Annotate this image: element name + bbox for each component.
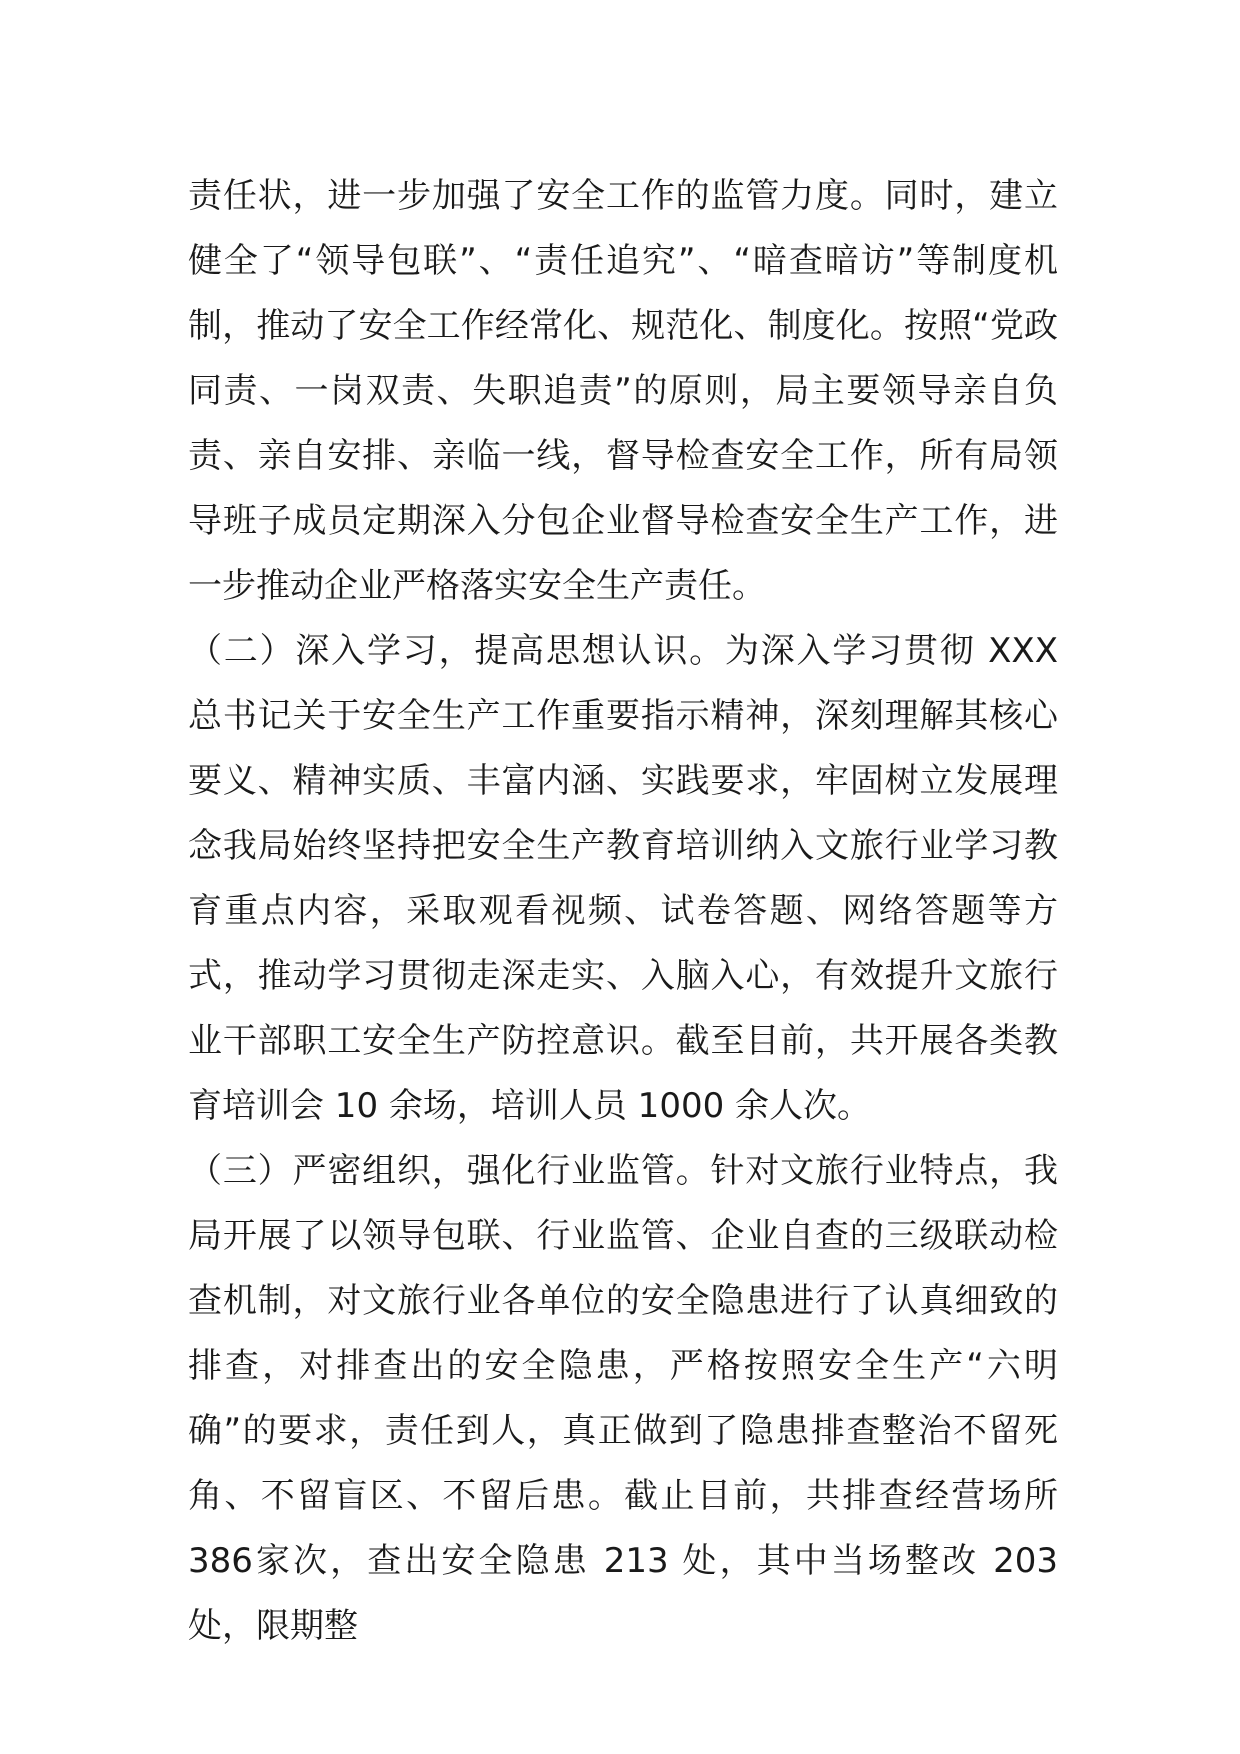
paragraph-responsibility: 责任状，进一步加强了安全工作的监管力度。同时，建立健全了“领导包联”、“责任追究”、“暗查暗访”等制度机制，推动了安全工作经常化、规范化、制度化。按照“党政同责、一岗双责、失职追责”的原则，局主要领导亲自负责、亲自安排、亲临一线，督导检查安全工作，所有局领导班子成员定期深入分包企业督导检查安全生产工作，进一步推动企业严格落实安全生产责任。 [188,176,1058,606]
paragraph-study: （二）深入学习，提高思想认识。为深入学习贯彻 XXX 总书记关于安全生产工作重要指示精神，深刻理解其核心要义、精神实质、丰富内涵、实践要求，牢固树立发展理念我局始终坚持把安全生产教育培训纳入文旅行业学习教育重点内容，采取观看视频、试卷答题、网络答题等方式，推动学习贯彻走深走实、入脑入心，有效提升文旅行业干部职工安全生产防控意识。截至目前，共开展各类教育培训会 10 余场，培训人员 1000 余人次。 [188,631,1058,1126]
paragraph-supervision: （三）严密组织，强化行业监管。针对文旅行业特点，我局开展了以领导包联、行业监管、企业自查的三级联动检查机制，对文旅行业各单位的安全隐患进行了认真细致的排查，对排查出的安全隐患，严格按照安全生产“六明确”的要求，责任到人，真正做到了隐患排查整治不留死角、不留盲区、不留后患。截止目前，共排查经营场所 386家次，查出安全隐患 213 处，其中当场整改 203 处，限期整 [188,1151,1058,1646]
document-body [188,164,1058,1659]
